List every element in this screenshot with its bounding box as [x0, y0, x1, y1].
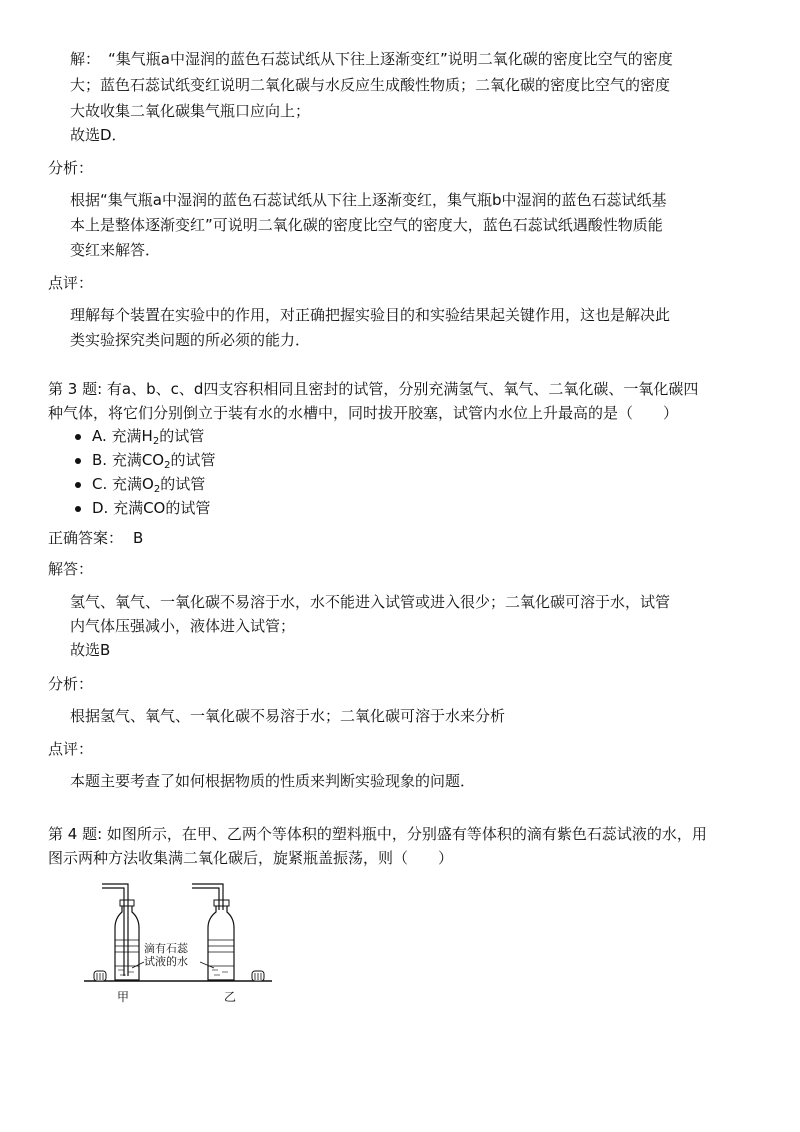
analysis-label: 分析：	[48, 675, 94, 693]
comment-line: 本题主要考查了如何根据物质的性质来判断实验现象的问题．	[70, 772, 476, 790]
question-title: 第 3 题: 有a、b、c、d四支容积相同且密封的试管，分别充满氢气、氧气、二氧化碳、一氧化碳四	[48, 380, 699, 398]
correct-answer	[48, 527, 143, 549]
figure-label: 滴有石蕊	[144, 942, 188, 955]
answer-text: “集气瓶a中湿润的蓝色石蕊试纸从下往上逐渐变红”说明二氧化碳的密度比空气的密度	[108, 50, 673, 68]
answer-line: 故选B	[70, 641, 111, 659]
comment-line: 类实验探究类问题的所必须的能力．	[70, 331, 311, 349]
answer-line: 大；蓝色石蕊试纸变红说明二氧化碳与水反应生成酸性物质；二氧化碳的密度比空气的密度	[70, 76, 671, 94]
analysis-line: 根据“集气瓶a中湿润的蓝色石蕊试纸从下往上逐渐变红，集气瓶b中湿润的蓝色石蕊试纸基	[70, 191, 667, 209]
answer-label: 解：	[70, 50, 101, 68]
question-title: 种气体，将它们分别倒立于装有水的水槽中，同时拔开胶塞，试管内水位上升最高的是（ ）	[48, 404, 679, 422]
option-c: C. 充满$O_2$的试管	[48, 472, 216, 496]
option-list	[48, 424, 216, 520]
option-d: D. 充满CO的试管	[48, 496, 216, 520]
bottle-jia	[102, 884, 139, 980]
comment-label: 点评：	[48, 740, 94, 758]
answer-line: 内气体压强减小，液体进入试管；	[70, 617, 296, 635]
analysis-line: 本上是整体逐渐变红”可说明二氧化碳的密度比空气的密度大，蓝色石蕊试纸遇酸性物质能	[70, 216, 663, 234]
correct-answer-label: 正确答案：	[48, 529, 124, 547]
label-yi: 乙	[224, 990, 237, 1004]
option-b: B. 充满$CO_2$的试管	[48, 448, 216, 472]
bottle-yi	[192, 884, 234, 980]
correct-answer-value: B	[133, 529, 144, 547]
answer-line: 氢气、氧气、一氧化碳不易溶于水，水不能进入试管或进入很少；二氧化碳可溶于水，试管	[70, 593, 671, 611]
answer-line	[70, 48, 673, 70]
bottle-diagram	[82, 880, 282, 1010]
right-weight	[252, 971, 264, 981]
comment-line: 理解每个装置在实验中的作用，对正确把握实验目的和实验结果起关键作用，这也是解决此	[70, 306, 671, 324]
option-a: A. 充满$H_2$的试管	[48, 424, 216, 448]
label-jia: 甲	[117, 990, 130, 1004]
question-title: 图示两种方法收集满二氧化碳后，旋紧瓶盖振荡，则（ ）	[48, 849, 454, 867]
answer-label: 解答：	[48, 560, 94, 578]
comment-label: 点评：	[48, 274, 94, 292]
figure-label: 试液的水	[144, 955, 188, 968]
answer-line: 故选D．	[70, 126, 127, 144]
question-title: 第 4 题: 如图所示，在甲、乙两个等体积的塑料瓶中，分别盛有等体积的滴有紫色石蕊试液的水，用	[48, 825, 707, 843]
answer-line: 大故收集二氧化碳集气瓶口应向上；	[70, 102, 311, 120]
analysis-line: 变红来解答．	[70, 241, 161, 259]
analysis-line: 根据氢气、氧气、一氧化碳不易溶于水；二氧化碳可溶于水来分析	[70, 707, 506, 725]
left-weight	[94, 971, 106, 981]
analysis-label: 分析：	[48, 159, 94, 177]
